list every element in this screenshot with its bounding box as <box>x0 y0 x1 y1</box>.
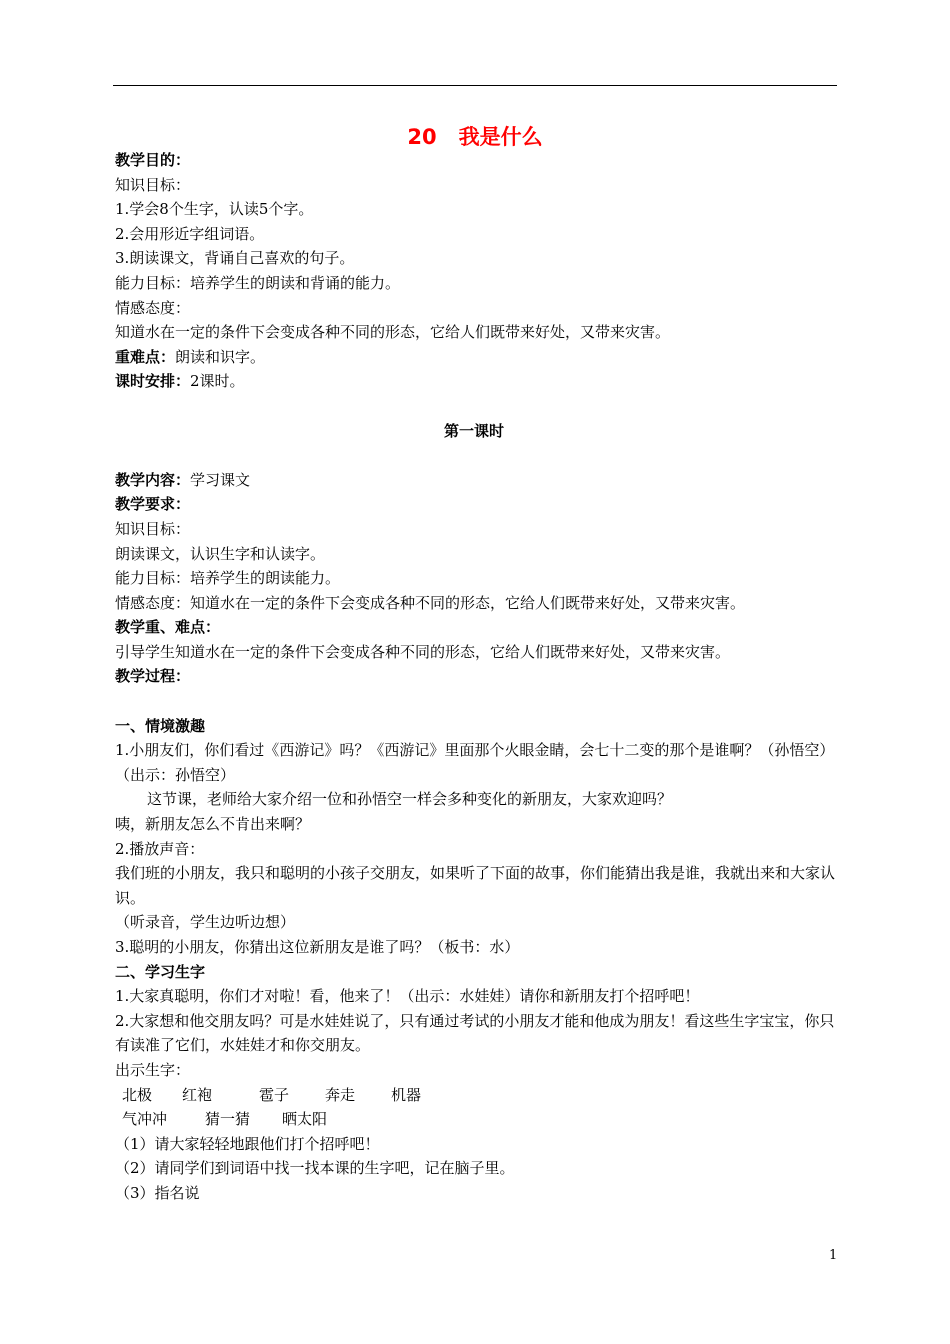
page-number: 1 <box>829 1248 838 1263</box>
section1-p7: 3.聪明的小朋友，你猜出这位新朋友是谁了吗？（板书：水） <box>115 938 520 956</box>
word-list-1 <box>115 1083 841 1108</box>
section1-p2: 这节课，老师给大家介绍一位和孙悟空一样会多种变化的新朋友，大家欢迎吗？ <box>147 790 673 809</box>
goal-item: 2.会用形近字组词语。 <box>115 224 265 243</box>
section2-p3: 出示生字： <box>115 1060 191 1079</box>
knowledge-label: 知识目标： <box>115 175 191 194</box>
section1-p4: 2.播放声音： <box>115 839 205 858</box>
word-item: 奔走 <box>325 1085 356 1104</box>
content-text: 学习课文 <box>190 470 251 489</box>
focus-text: 引导学生知道水在一定的条件下会变成各种不同的形态，它给人们既带来好处，又带来灾害。 <box>115 642 731 661</box>
key-points-text: 朗读和识字。 <box>175 347 266 366</box>
content-label: 教学内容： <box>115 470 191 489</box>
lesson1-heading: 第一课时 <box>443 421 504 440</box>
lesson-title <box>0 123 950 151</box>
word-item: 猜一猜 <box>205 1110 251 1129</box>
lesson1-content <box>115 468 841 493</box>
word-item: 雹子 <box>259 1085 290 1104</box>
requirements-label: 教学要求： <box>115 495 191 514</box>
key-points-label: 重难点： <box>115 347 176 366</box>
focus-label: 教学重、难点： <box>115 618 221 637</box>
section2-heading: 二、学习生字 <box>115 962 206 981</box>
schedule <box>115 369 841 394</box>
goal-item: 3.朗读课文，背诵自己喜欢的句子。 <box>115 249 355 268</box>
document-body <box>115 148 841 1206</box>
section1-p6: （听录音，学生边听边想） <box>115 913 296 932</box>
schedule-text: 2课时。 <box>190 372 245 391</box>
lesson1-knowledge: 朗读课文，认识生字和认读字。 <box>115 544 326 563</box>
word-item: 气冲冲 <box>122 1110 168 1129</box>
goals-heading: 教学目的： <box>115 151 191 169</box>
section2-p1: 1.大家真聪明，你们才对啦！看，他来了！（出示：水娃娃）请你和新朋友打个招呼吧！ <box>115 987 700 1006</box>
word-item: 北极 <box>122 1085 153 1104</box>
section1-p3: 咦，新朋友怎么不肯出来啊？ <box>115 815 311 834</box>
section2-p2: 2.大家想和他交朋友吗？可是水娃娃说了，只有通过考试的小朋友才能和他成为朋友！看这些生字宝宝，你只有读准了它们，水娃娃才和你交朋友。 <box>115 1011 835 1055</box>
step-3: （3）指名说 <box>115 1183 200 1202</box>
section1-p5: 我们班的小朋友，我只和聪明的小孩子交朋友，如果听了下面的故事，你们能猜出我是谁，我就出来和大家认识。 <box>115 864 836 907</box>
word-item: 机器 <box>391 1085 422 1104</box>
lesson1-emotion: 情感态度：知道水在一定的条件下会变成各种不同的形态，它给人们既带来好处，又带来灾害。 <box>115 593 746 612</box>
lesson-number: 20 <box>407 125 437 149</box>
word-item: 红袍 <box>182 1085 213 1104</box>
emotion-label: 情感态度： <box>115 298 191 317</box>
lesson1-knowledge-label: 知识目标： <box>115 519 191 538</box>
word-list-2 <box>115 1107 841 1132</box>
header-rule <box>113 85 837 86</box>
process-label: 教学过程： <box>115 667 191 686</box>
ability-goal: 能力目标：培养学生的朗读和背诵的能力。 <box>115 273 401 292</box>
key-points <box>115 345 841 370</box>
goal-item: 1.学会8个生字，认读5个字。 <box>115 200 314 219</box>
lesson-title-text: 我是什么 <box>458 125 543 149</box>
step-2: （2）请同学们到词语中找一找本课的生字吧，记在脑子里。 <box>115 1159 515 1178</box>
step-1: （1）请大家轻轻地跟他们打个招呼吧！ <box>115 1134 380 1153</box>
schedule-label: 课时安排： <box>115 372 191 391</box>
lesson1-ability: 能力目标：培养学生的朗读能力。 <box>115 569 341 588</box>
emotion-goal: 知道水在一定的条件下会变成各种不同的形态，它给人们既带来好处，又带来灾害。 <box>115 323 671 342</box>
section1-heading: 一、情境激趣 <box>115 716 206 735</box>
word-item: 晒太阳 <box>282 1110 328 1129</box>
section1-p1: 1.小朋友们，你们看过《西游记》吗？《西游记》里面那个火眼金睛，会七十二变的那个是谁啊？（孙悟空）（出示：孙悟空） <box>115 741 835 784</box>
